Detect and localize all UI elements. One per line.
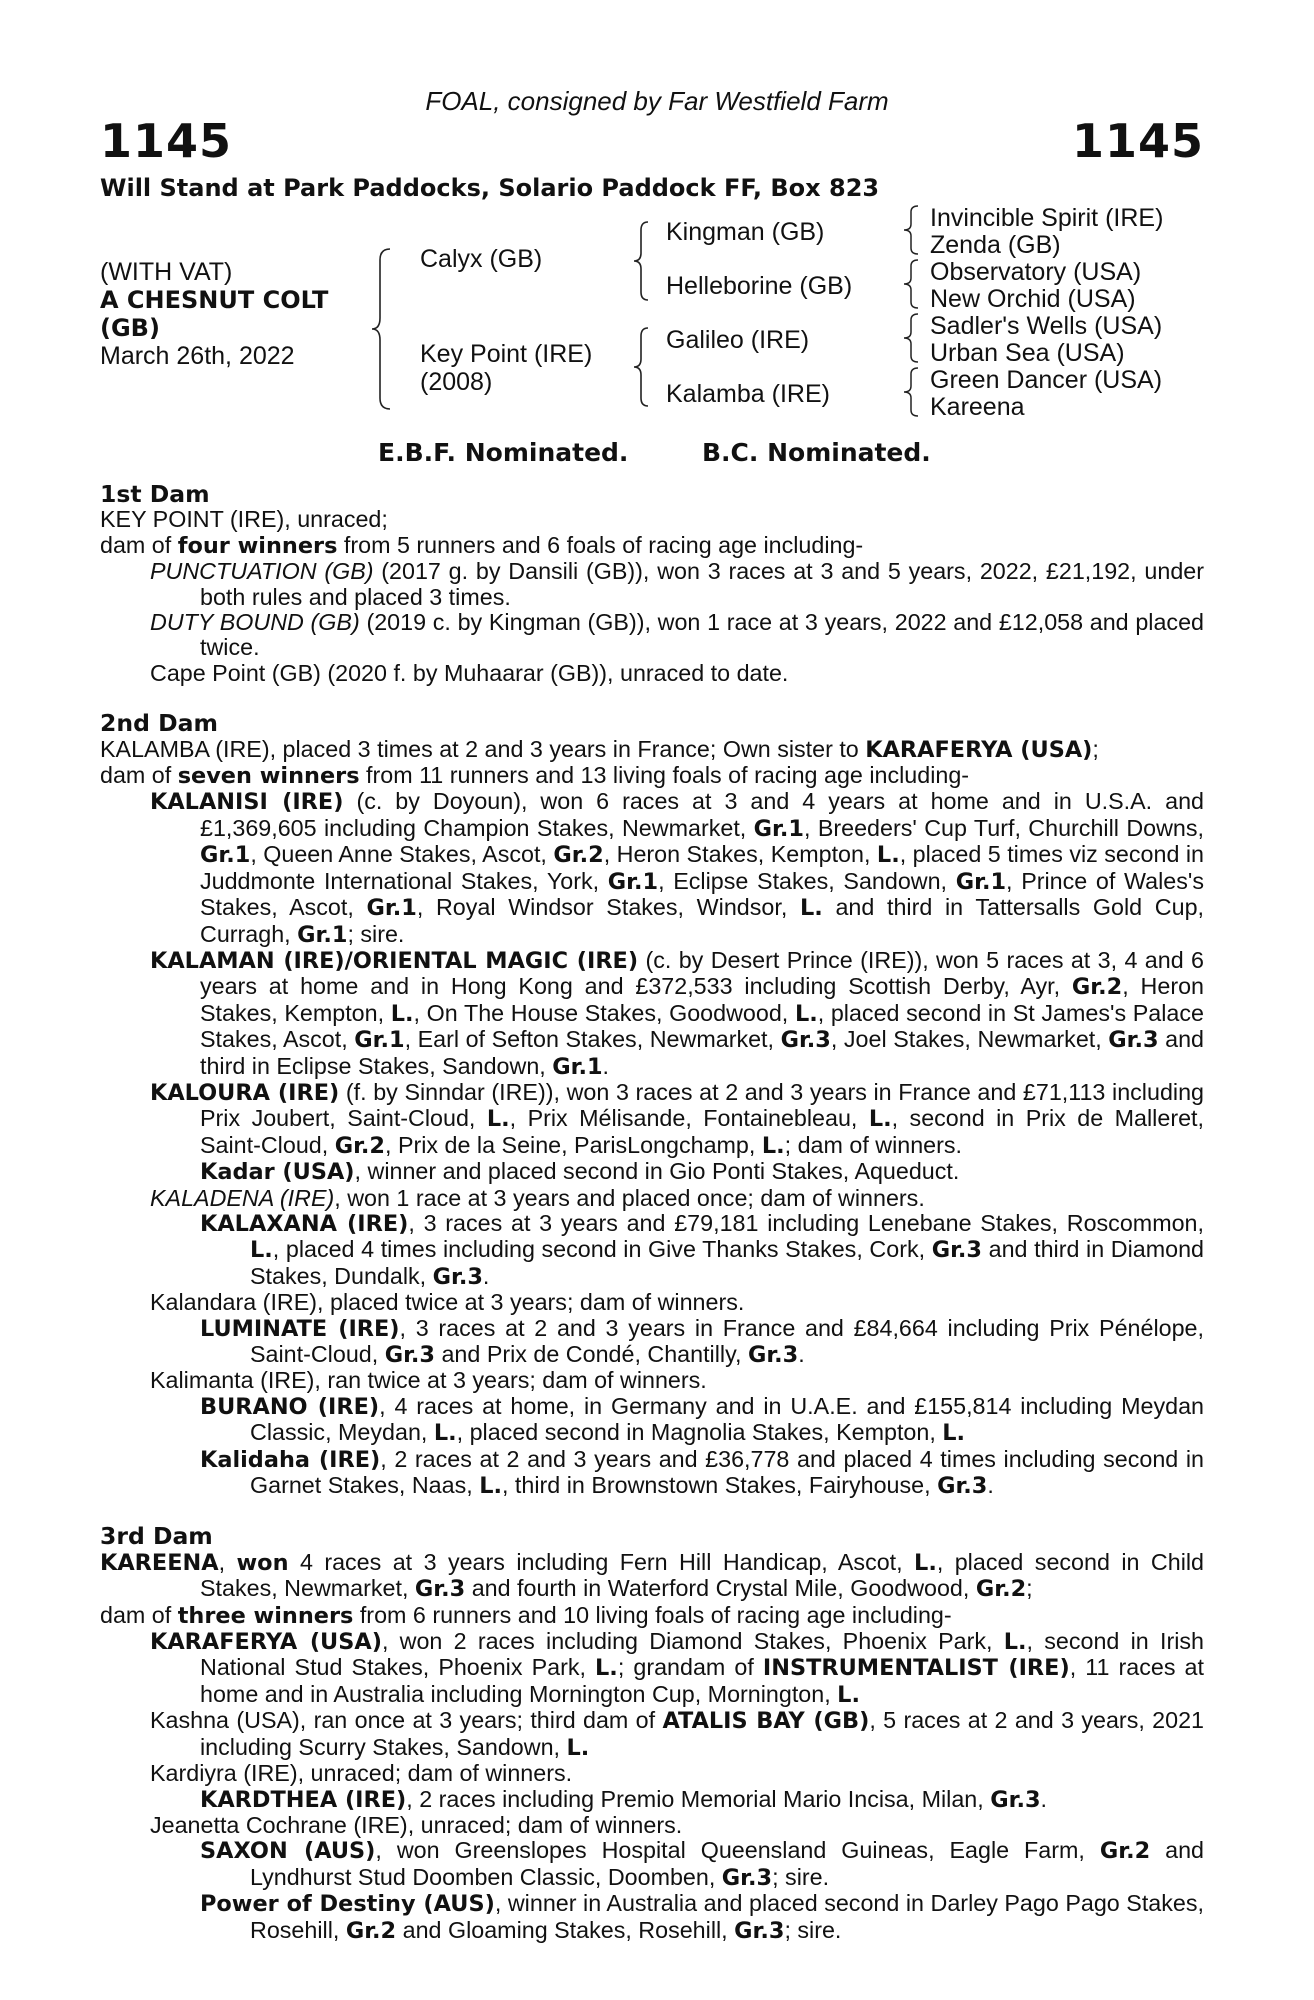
entry-paragraph bbox=[100, 1290, 1204, 1315]
entry-paragraph bbox=[100, 1080, 1204, 1159]
dam-sire: Galileo (IRE) bbox=[666, 326, 810, 354]
text-run: from 5 runners and 6 foals of racing age including- bbox=[337, 531, 864, 558]
text-run: , Breeders' Cup Turf, Churchill Downs, bbox=[803, 814, 1204, 841]
entry-paragraph bbox=[100, 661, 1204, 686]
text-run: , 2 races at 2 and 3 years and £36,778 and placed 4 times including second in Garnet Stakes, Naas, bbox=[250, 1445, 1204, 1499]
text-run: , Prix Mélisande, Fontainebleau, bbox=[509, 1105, 869, 1132]
bold-run: Gr.1 bbox=[297, 921, 348, 948]
bold-run: INSTRUMENTALIST (IRE) bbox=[762, 1655, 1070, 1682]
bold-run: Gr.3 bbox=[734, 1917, 785, 1944]
entry-paragraph bbox=[100, 1629, 1204, 1708]
bold-run: KARDTHEA (IRE) bbox=[200, 1786, 407, 1813]
section-gap bbox=[100, 1499, 1204, 1524]
text-run: , 3 races at 3 years and £79,181 including Lenebane Stakes, Roscommon, bbox=[408, 1209, 1204, 1236]
text-run: ; bbox=[1092, 735, 1099, 762]
bold-run: Gr.1 bbox=[955, 868, 1007, 895]
text-run: and third in Diamond Stakes, Dundalk, bbox=[250, 1236, 1204, 1289]
entry-paragraph bbox=[100, 789, 1204, 947]
consignor-line: FOAL, consigned by Far Westfield Farm bbox=[425, 86, 889, 116]
bold-run: Gr.3 bbox=[1108, 1027, 1159, 1054]
entry-paragraph bbox=[100, 1891, 1204, 1944]
text-run: , Prince of Wales's Stakes, Ascot, bbox=[200, 867, 1205, 921]
italic-run: DUTY BOUND (GB) bbox=[150, 609, 360, 636]
bold-run: L. bbox=[761, 1132, 785, 1159]
dam-section bbox=[100, 686, 1204, 1499]
section-heading: 2nd Dam bbox=[100, 709, 218, 738]
dam-year: (2008) bbox=[420, 368, 493, 396]
bold-run: L. bbox=[868, 1106, 892, 1133]
bold-run: four winners bbox=[177, 532, 338, 559]
g3-ancestor-1: Invincible Spirit (IRE) bbox=[930, 204, 1164, 232]
text-run: , Joel Stakes, Newmarket, bbox=[830, 1026, 1109, 1053]
text-run: ; grandam of bbox=[617, 1654, 763, 1681]
entry-paragraph bbox=[100, 610, 1204, 661]
pedigree-brace-main bbox=[370, 246, 394, 412]
text-run: , won 1 race at 3 years and placed once; dam of winners. bbox=[334, 1184, 925, 1211]
bold-run: KALANISI (IRE) bbox=[150, 789, 344, 816]
entry-paragraph bbox=[100, 559, 1204, 610]
horse-title-line-1: A CHESNUT COLT bbox=[100, 286, 329, 314]
text-run: dam of bbox=[100, 531, 178, 558]
text-run: ; dam of winners. bbox=[784, 1131, 963, 1158]
bold-run: Gr.3 bbox=[937, 1473, 988, 1500]
dam-section bbox=[100, 1499, 1204, 1944]
text-run: (f. by Sinndar (IRE)), won 3 races at 2 and 3 years in France and £71,113 including Prix Joubert, Saint-Cloud, bbox=[200, 1078, 1204, 1132]
bold-run: ATALIS BAY (GB) bbox=[662, 1708, 870, 1735]
text-run: , Heron Stakes, Kempton, bbox=[200, 973, 1205, 1026]
text-run: , placed second in Magnolia Stakes, Kempton, bbox=[456, 1419, 943, 1446]
bold-run: Power of Destiny (AUS) bbox=[200, 1891, 495, 1918]
text-run: and third in Tattersalls Gold Cup, Curragh, bbox=[200, 894, 1204, 947]
text-run: , placed second in Child Stakes, Newmarket, bbox=[200, 1548, 1204, 1602]
text-run: , Prix de la Seine, ParisLongchamp, bbox=[385, 1131, 762, 1158]
bold-run: KARAFERYA (USA) bbox=[865, 736, 1093, 763]
pedigree-brace-g3-3 bbox=[902, 312, 922, 364]
bold-run: Gr.2 bbox=[1071, 974, 1123, 1001]
stand-location: Will Stand at Park Paddocks, Solario Paddock FF, Box 823 bbox=[100, 174, 880, 202]
section-gap bbox=[100, 686, 1204, 711]
bold-run: L. bbox=[433, 1420, 457, 1447]
bold-run: Gr.3 bbox=[414, 1576, 466, 1603]
pedigree-brace-g3-1 bbox=[902, 204, 922, 256]
entry-paragraph bbox=[100, 1708, 1204, 1761]
italic-run: PUNCTUATION (GB) bbox=[150, 558, 374, 585]
text-run: (c. by Desert Prince (IRE)), won 5 races at 3, 4 and 6 years at home and in Hong Kong and £372,533 including Scottish Derby, Ayr, bbox=[200, 946, 1204, 1000]
pedigree-brace-sire bbox=[632, 220, 652, 302]
entry-paragraph bbox=[100, 1787, 1204, 1813]
bold-run: L. bbox=[876, 842, 900, 869]
entry-paragraph bbox=[100, 1394, 1204, 1447]
bold-run: Gr.1 bbox=[552, 1053, 603, 1080]
text-run: , placed 5 times viz second in Juddmonte International Stakes, York, bbox=[200, 841, 1205, 894]
text-run: , Heron Stakes, Kempton, bbox=[603, 841, 877, 868]
text-run: . bbox=[1040, 1785, 1048, 1812]
text-run: , 5 races at 2 and 3 years, 2021 including Scurry Stakes, Sandown, bbox=[200, 1707, 1204, 1760]
bold-run: L. bbox=[837, 1681, 860, 1708]
text-run: Kardiyra (IRE), unraced; dam of winners. bbox=[150, 1760, 573, 1787]
text-run: and third in Eclipse Stakes, Sandown, bbox=[200, 1026, 1205, 1079]
bold-run: SAXON (AUS) bbox=[200, 1838, 376, 1865]
bold-run: Kalidaha (IRE) bbox=[200, 1446, 381, 1473]
entry-paragraph bbox=[100, 948, 1204, 1080]
text-run: , Earl of Sefton Stakes, Newmarket, bbox=[404, 1026, 781, 1053]
g3-ancestor-4: New Orchid (USA) bbox=[930, 285, 1136, 313]
bold-run: Gr.1 bbox=[366, 895, 417, 922]
bold-run: L. bbox=[250, 1237, 273, 1264]
bold-run: Gr.1 bbox=[753, 815, 804, 842]
text-run: Kashna (USA), ran once at 3 years; third dam of bbox=[150, 1707, 663, 1734]
text-run: KALAMBA (IRE), placed 3 times at 2 and 3 years in France; Own sister to bbox=[100, 735, 866, 762]
bold-run: Gr.1 bbox=[607, 868, 659, 895]
entry-paragraph bbox=[100, 1186, 1204, 1211]
bold-run: Gr.3 bbox=[721, 1864, 773, 1891]
text-run: ; sire. bbox=[347, 920, 405, 947]
bold-run: Gr.3 bbox=[990, 1786, 1041, 1813]
text-run: , placed 4 times including second in Give Thanks Stakes, Cork, bbox=[272, 1236, 932, 1263]
g3-ancestor-7: Green Dancer (USA) bbox=[930, 366, 1163, 394]
text-run: dam of bbox=[100, 1601, 178, 1628]
text-run: (2017 g. by Dansili (GB)), won 3 races at 3 and 5 years, 2022, £21,192, under both rules and placed 3 times. bbox=[200, 558, 1204, 610]
entry-paragraph bbox=[100, 1838, 1204, 1891]
entry-paragraph bbox=[100, 1368, 1204, 1393]
dam-name: Key Point (IRE) bbox=[420, 340, 593, 368]
g3-ancestor-3: Observatory (USA) bbox=[930, 258, 1142, 286]
entry-paragraph bbox=[100, 1813, 1204, 1838]
sire-sire: Kingman (GB) bbox=[666, 218, 825, 246]
entry-paragraph bbox=[100, 737, 1204, 763]
text-run: (c. by Doyoun), won 6 races at 3 and 4 years at home and in U.S.A. and £1,369,605 including Champion Stakes, Newmarket, bbox=[200, 788, 1204, 841]
text-run: , 2 races including Premio Memorial Mario Incisa, Milan, bbox=[406, 1785, 991, 1812]
bold-run: L. bbox=[942, 1420, 966, 1447]
catalogue-body bbox=[100, 482, 1204, 1944]
bold-run: Gr.3 bbox=[747, 1342, 799, 1368]
bold-run: Gr.3 bbox=[780, 1027, 831, 1054]
g3-ancestor-6: Urban Sea (USA) bbox=[930, 339, 1125, 367]
text-run: , bbox=[218, 1548, 237, 1575]
text-run: , third in Brownstown Stakes, Fairyhouse, bbox=[501, 1472, 938, 1499]
dam-section bbox=[100, 482, 1204, 686]
g3-ancestor-8: Kareena bbox=[930, 393, 1025, 421]
entry-paragraph bbox=[100, 533, 1204, 559]
italic-run: KALADENA (IRE) bbox=[150, 1184, 335, 1211]
bold-run: won bbox=[236, 1549, 289, 1576]
bold-run: Gr.2 bbox=[553, 842, 604, 869]
bold-run: Gr.3 bbox=[432, 1263, 483, 1290]
bold-run: KARAFERYA (USA) bbox=[150, 1629, 382, 1656]
bc-nomination: B.C. Nominated. bbox=[702, 438, 931, 467]
entry-paragraph bbox=[100, 1211, 1204, 1290]
text-run: , 11 races at home and in Australia including Mornington Cup, Mornington, bbox=[200, 1654, 1204, 1707]
pedigree-brace-g3-4 bbox=[902, 366, 922, 418]
bold-run: L. bbox=[595, 1655, 618, 1682]
text-run: , 3 races at 2 and 3 years in France and £84,664 including Prix Pénélope, Saint-Cloud, bbox=[250, 1314, 1204, 1367]
bold-run: L. bbox=[390, 1000, 414, 1027]
section-heading: 3rd Dam bbox=[100, 1522, 213, 1551]
g3-ancestor-2: Zenda (GB) bbox=[930, 231, 1061, 259]
text-run: Kalandara (IRE), placed twice at 3 years; dam of winners. bbox=[150, 1289, 745, 1316]
text-run: and Gloaming Stakes, Rosehill, bbox=[396, 1916, 735, 1943]
text-run: , winner and placed second in Gio Ponti Stakes, Aqueduct. bbox=[354, 1158, 960, 1185]
entry-paragraph bbox=[100, 763, 1204, 789]
text-run: , On The House Stakes, Goodwood, bbox=[413, 999, 795, 1026]
bold-run: Gr.3 bbox=[931, 1237, 982, 1264]
horse-title-line-2: (GB) bbox=[100, 314, 160, 342]
bold-run: L. bbox=[566, 1734, 590, 1761]
ebf-nomination: E.B.F. Nominated. bbox=[378, 438, 629, 467]
bold-run: L. bbox=[1003, 1629, 1027, 1656]
text-run: , won Greenslopes Hospital Queensland Guineas, Eagle Farm, bbox=[375, 1837, 1100, 1864]
bold-run: KAREENA bbox=[100, 1549, 219, 1576]
text-run: from 11 runners and 13 living foals of racing age including- bbox=[359, 762, 970, 789]
text-run: , won 2 races including Diamond Stakes, Phoenix Park, bbox=[381, 1628, 1004, 1655]
text-run: . bbox=[482, 1262, 490, 1289]
pedigree-brace-g3-2 bbox=[902, 258, 922, 310]
text-run: and Prix de Condé, Chantilly, bbox=[435, 1341, 748, 1367]
bold-run: Gr.2 bbox=[975, 1576, 1027, 1603]
text-run: , second in Irish National Stud Stakes, Phoenix Park, bbox=[200, 1628, 1204, 1681]
text-run: and Lyndhurst Stud Doomben Classic, Doomben, bbox=[250, 1837, 1205, 1890]
text-run: 4 races at 3 years including Fern Hill Handicap, Ascot, bbox=[288, 1548, 915, 1575]
text-run: , Eclipse Stakes, Sandown, bbox=[658, 867, 956, 894]
bold-run: KALAXANA (IRE) bbox=[200, 1210, 409, 1237]
text-run: ; sire. bbox=[784, 1916, 842, 1943]
bold-run: BURANO (IRE) bbox=[200, 1393, 380, 1420]
bold-run: L. bbox=[914, 1549, 937, 1576]
vat-label: (WITH VAT) bbox=[100, 258, 233, 286]
lot-number-left: 1145 bbox=[100, 114, 233, 168]
bold-run: Gr.1 bbox=[354, 1027, 405, 1054]
text-run: and fourth in Waterford Crystal Mile, Goodwood, bbox=[465, 1575, 976, 1602]
date-of-birth: March 26th, 2022 bbox=[100, 342, 295, 370]
text-run: Kalimanta (IRE), ran twice at 3 years; dam of winners. bbox=[150, 1367, 707, 1394]
bold-run: Gr.2 bbox=[334, 1132, 385, 1159]
bold-run: L. bbox=[794, 1000, 818, 1027]
entry-paragraph bbox=[100, 1550, 1204, 1603]
text-run: , placed second in St James's Palace Stakes, Ascot, bbox=[200, 999, 1204, 1053]
text-run: Jeanetta Cochrane (IRE), unraced; dam of winners. bbox=[150, 1811, 683, 1838]
dam-dam: Kalamba (IRE) bbox=[666, 380, 830, 408]
text-run: KEY POINT (IRE), unraced; bbox=[100, 506, 388, 533]
entry-paragraph bbox=[100, 1761, 1204, 1786]
text-run: , winner in Australia and placed second in Darley Pago Pago Stakes, Rosehill, bbox=[250, 1890, 1204, 1943]
bold-run: Gr.3 bbox=[384, 1342, 435, 1368]
entry-paragraph bbox=[100, 1447, 1204, 1500]
text-run: , 4 races at home, in Germany and in U.A.E. and £155,814 including Meydan Classic, Meydan, bbox=[250, 1392, 1204, 1446]
bold-run: Gr.2 bbox=[1099, 1838, 1151, 1865]
bold-run: three winners bbox=[177, 1602, 354, 1629]
bold-run: L. bbox=[799, 895, 823, 922]
entry-paragraph bbox=[100, 1316, 1204, 1369]
bold-run: seven winners bbox=[177, 763, 360, 790]
pedigree-brace-dam bbox=[632, 326, 652, 408]
bold-run: Gr.1 bbox=[200, 842, 251, 869]
text-run: , Royal Windsor Stakes, Windsor, bbox=[416, 894, 800, 921]
text-run: from 6 runners and 10 living foals of racing age including- bbox=[353, 1601, 952, 1628]
text-run: . bbox=[798, 1341, 805, 1367]
g3-ancestor-5: Sadler's Wells (USA) bbox=[930, 312, 1163, 340]
bold-run: L. bbox=[479, 1473, 502, 1500]
section-heading: 1st Dam bbox=[100, 480, 210, 508]
sire-dam: Helleborine (GB) bbox=[666, 272, 853, 300]
entry-paragraph bbox=[100, 1159, 1204, 1185]
entry-paragraph bbox=[100, 507, 1204, 532]
text-run: , second in Prix de Malleret, Saint-Cloud, bbox=[200, 1105, 1204, 1158]
text-run: ; bbox=[1026, 1575, 1033, 1602]
bold-run: KALOURA (IRE) bbox=[150, 1079, 340, 1106]
text-run: . bbox=[987, 1472, 994, 1499]
bold-run: LUMINATE (IRE) bbox=[200, 1315, 400, 1342]
entry-paragraph bbox=[100, 1603, 1204, 1629]
bold-run: Gr.2 bbox=[345, 1917, 397, 1944]
text-run: . bbox=[602, 1052, 610, 1079]
bold-run: KALAMAN (IRE)/ORIENTAL MAGIC (IRE) bbox=[150, 947, 639, 974]
text-run: ; sire. bbox=[772, 1863, 830, 1890]
bold-run: L. bbox=[486, 1106, 510, 1133]
text-run: , Queen Anne Stakes, Ascot, bbox=[250, 841, 554, 868]
text-run: Cape Point (GB) (2020 f. by Muhaarar (GB)), unraced to date. bbox=[150, 659, 789, 686]
lot-number-right: 1145 bbox=[1071, 114, 1204, 168]
bold-run: Kadar (USA) bbox=[200, 1159, 355, 1186]
text-run: dam of bbox=[100, 762, 178, 789]
sire-name: Calyx (GB) bbox=[420, 245, 543, 273]
text-run: (2019 c. by Kingman (GB)), won 1 race at 3 years, 2022 and £12,058 and placed twice. bbox=[200, 609, 1204, 661]
